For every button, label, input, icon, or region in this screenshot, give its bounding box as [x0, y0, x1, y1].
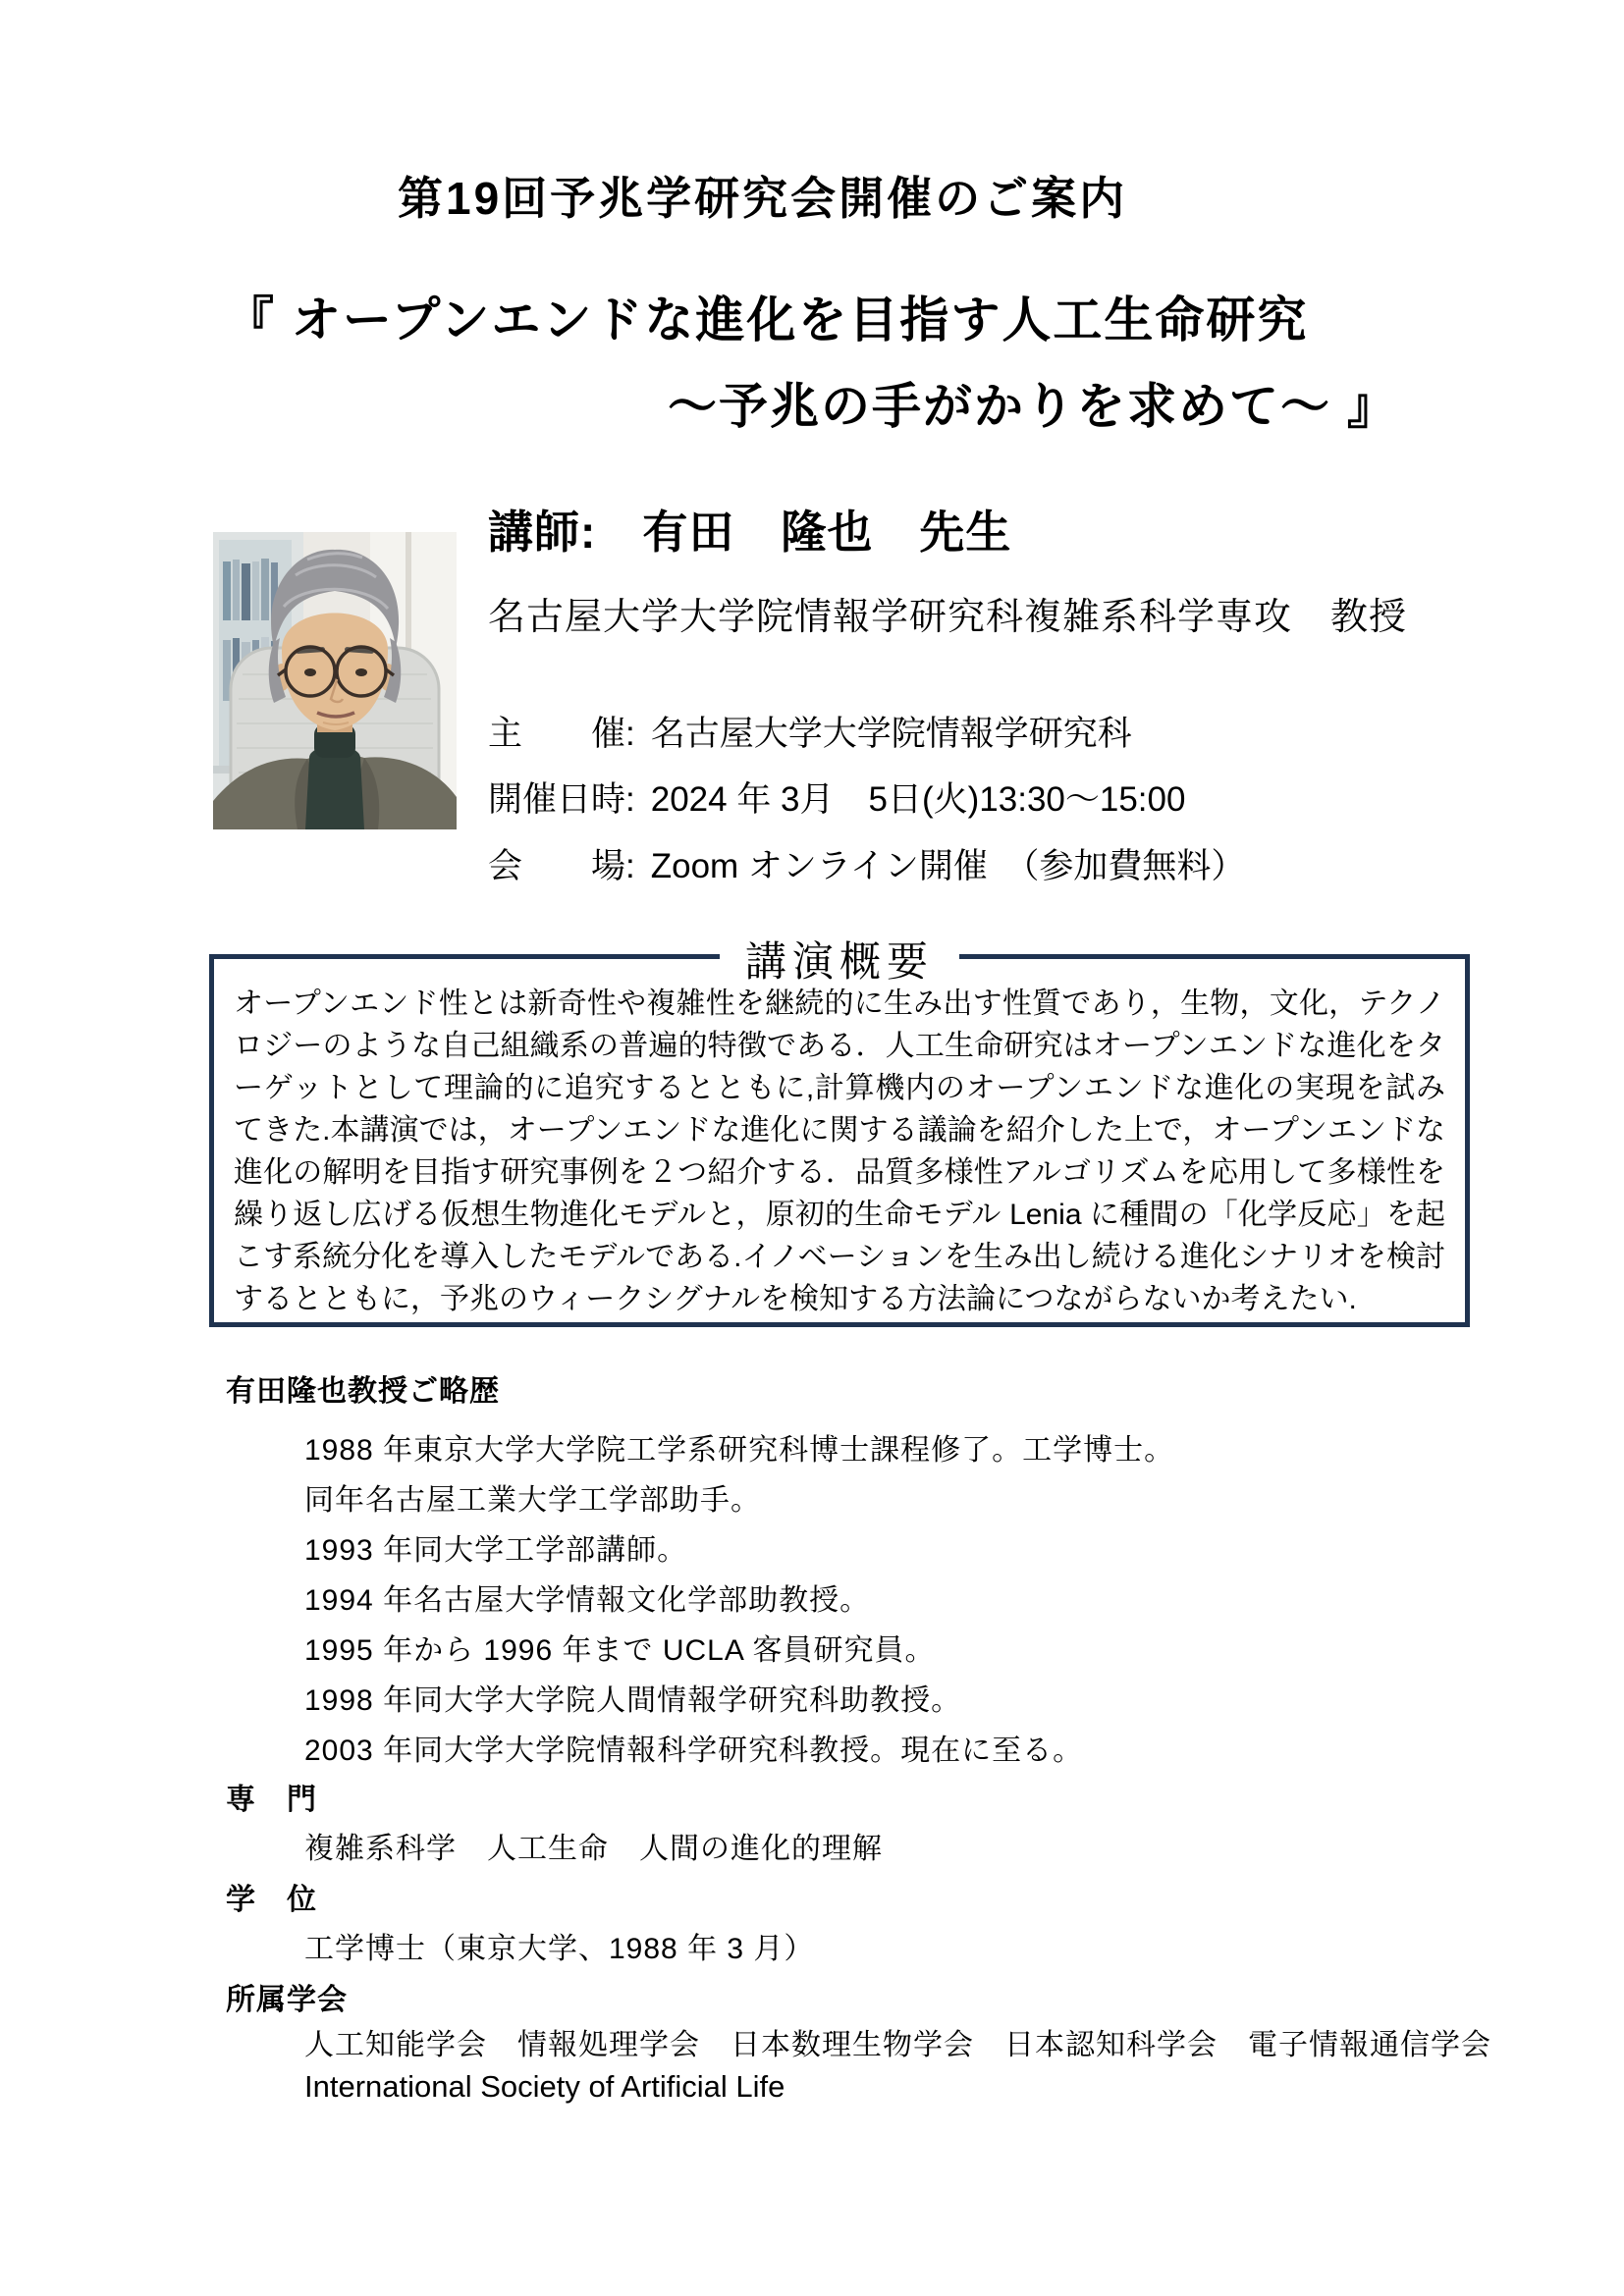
specialty-heading: 専 門 [226, 1784, 317, 1816]
societies-heading: 所属学会 [226, 1984, 348, 2016]
venue-label: 会 場: [488, 847, 635, 885]
career-line: 1995 年から 1996 年まで UCLA 客員研究員。 [304, 1634, 936, 1667]
portrait-illustration [213, 532, 457, 829]
venue-line [488, 839, 1245, 888]
lecture-title-line1: 『 オープンエンドな進化を目指す人工生命研究 [225, 293, 1309, 347]
organizer-label: 主 催: [488, 715, 635, 753]
organizer-line [488, 707, 1132, 756]
lecturer-name: 講師: 有田 隆也 先生 [488, 507, 1012, 558]
datetime-label: 開催日時: [488, 780, 635, 819]
datetime-line [488, 773, 1185, 822]
career-line: 1993 年同大学工学部講師。 [304, 1534, 688, 1567]
career-line: 1998 年同大学大学院人間情報学研究科助教授。 [304, 1684, 962, 1717]
societies-en-line: International Society of Artificial Life [304, 2069, 785, 2104]
abstract-body: オープンエンド性とは新奇性や複雑性を継続的に生み出す性質であり，生物，文化，テクノロジーのような自己組織系の普遍的特徴である．人工生命研究はオープンエンドな進化をターゲットとして理論的に追究するとともに,計算機内のオープンエンドな進化の実現を試みてきた.本講演では，オープンエンドな進化に関する議論を紹介した上で，オープンエンドな進化の解明を目指す研究事例を２つ紹介する．品質多様性アルゴリズムを応用して多様性を繰り返し広げる仮想生物進化モデルと，原初的生命モデル Lenia に種間の「化学反応」を起こす系統分化を導入したモデルである.イノベーションを生み出し続ける進化シナリオを検討するとともに，予兆のウィークシグナルを検知する方法論につながらないか考えたい. [234, 988, 1445, 1315]
lecturer-affiliation: 名古屋大学大学院情報学研究科複雑系科学専攻 教授 [488, 597, 1408, 638]
career-line: 2003 年同大学大学院情報科学研究科教授。現在に至る。 [304, 1735, 1084, 1767]
datetime-value: 2024 年 3月 5日(火)13:30～15:00 [650, 780, 1186, 819]
page-title: 第19回予兆学研究会開催のご案内 [398, 173, 1128, 224]
career-line: 同年名古屋工業大学工学部助手。 [304, 1484, 761, 1517]
career-line: 1988 年東京大学大学院工学系研究科博士課程修了。工学博士。 [304, 1434, 1175, 1467]
specialty-line: 複雑系科学 人工生命 人間の進化的理解 [304, 1833, 883, 1865]
profile-heading: 有田隆也教授ご略歴 [226, 1375, 500, 1408]
abstract-heading: 講演概要 [720, 930, 959, 988]
societies-jp-line: 人工知能学会 情報処理学会 日本数理生物学会 日本認知科学会 電子情報通信学会 [304, 2029, 1491, 2061]
venue-value: Zoom オンライン開催 （参加費無料） [650, 847, 1246, 885]
degree-heading: 学 位 [226, 1884, 317, 1916]
organizer-value: 名古屋大学大学院情報学研究科 [650, 715, 1132, 753]
speaker-photo [213, 532, 457, 829]
degree-line: 工学博士（東京大学、1988 年 3 月） [304, 1933, 815, 1965]
abstract-box [209, 938, 1470, 1327]
lecture-title-line2: ～予兆の手がかりを求めて～ 』 [668, 379, 1398, 434]
career-line: 1994 年名古屋大学情報文化学部助教授。 [304, 1584, 871, 1617]
